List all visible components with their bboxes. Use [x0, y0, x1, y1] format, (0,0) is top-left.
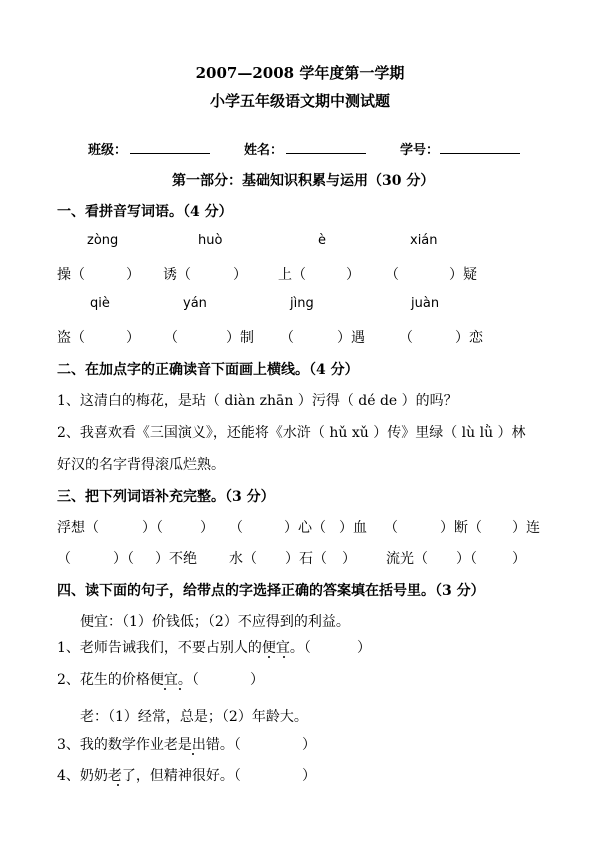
- q3-title: 三、把下列词语补充完整。（3 分）: [57, 489, 275, 505]
- student-id-field[interactable]: [440, 153, 520, 154]
- q3-blank: ）: [512, 551, 526, 567]
- q1-word-prefix: （: [280, 330, 294, 346]
- q3-blank: 浮想（: [57, 520, 99, 536]
- q4-definition-pianyi: 便宜：（1）价钱低；（2）不应得到的利益。: [80, 614, 350, 630]
- q4-sentence-2-end: ）: [250, 672, 264, 688]
- emphasis-dot: [179, 688, 181, 690]
- q4-title: 四、读下面的句子，给带点的字选择正确的答案填在括号里。（3 分）: [57, 583, 485, 599]
- emphasis-dot: [117, 784, 119, 786]
- q1-word-prefix: 盗（: [57, 330, 85, 346]
- q3-blank: 水（: [229, 551, 257, 567]
- q1-word-prefix: （: [399, 330, 413, 346]
- q1-pinyin: qiè: [90, 296, 110, 311]
- q1-pinyin: huò: [198, 233, 223, 248]
- q4-sentence-3-end: ）: [302, 737, 316, 753]
- q1-word-suffix: ）制: [226, 330, 254, 346]
- emphasis-dot: [283, 656, 285, 658]
- q1-word-prefix: 上（: [278, 267, 306, 283]
- q3-blank: ）（: [113, 551, 134, 567]
- q3-blank: ）断（: [440, 520, 482, 536]
- q1-word-prefix: （: [164, 330, 178, 346]
- q1-word-prefix: （: [385, 267, 399, 283]
- q1-word-suffix: ）疑: [449, 267, 477, 283]
- q4-sentence-3: 3、我的数学作业老是出错。（: [57, 737, 241, 753]
- q1-word-prefix: 操（: [57, 267, 85, 283]
- name-field[interactable]: [286, 153, 366, 154]
- q3-blank: ）石（: [285, 551, 327, 567]
- q1-word-suffix: ）: [126, 330, 140, 346]
- q1-word-suffix: ）遇: [337, 330, 365, 346]
- emphasis-dot: [164, 688, 166, 690]
- q1-pinyin: yán: [183, 296, 207, 311]
- q1-pinyin: juàn: [411, 296, 440, 311]
- q4-sentence-1-end: ）: [357, 640, 371, 656]
- exam-title-line1: 2007—2008 学年度第一学期: [195, 64, 405, 82]
- q3-blank: ）: [342, 551, 356, 567]
- class-field[interactable]: [130, 153, 210, 154]
- q1-word-suffix: ）: [233, 267, 247, 283]
- q1-word-suffix: ）: [126, 267, 140, 283]
- q3-blank: ）（: [456, 551, 477, 567]
- q1-word-suffix: ）恋: [455, 330, 483, 346]
- q3-blank: （: [229, 520, 243, 536]
- q1-word-suffix: ）: [346, 267, 360, 283]
- q4-sentence-4-end: ）: [302, 768, 316, 784]
- student-id-label: 学号：: [400, 143, 440, 158]
- q3-blank: （: [57, 551, 71, 567]
- q2-item-2-cont: 好汉的名字背得滚瓜烂熟。: [57, 457, 225, 473]
- emphasis-dot: [192, 753, 194, 755]
- q3-blank: 流光（: [386, 551, 428, 567]
- emphasis-dot: [268, 656, 270, 658]
- q3-blank: （: [384, 520, 398, 536]
- q3-blank: ）（: [142, 520, 163, 536]
- name-label: 姓名：: [244, 143, 284, 158]
- q4-sentence-1: 1、老师告诫我们，不要占别人的便宜。（: [57, 640, 311, 656]
- exam-title-line2: 小学五年级语文期中测试题: [209, 92, 390, 110]
- q1-pinyin: zòng: [87, 233, 119, 248]
- class-label: 班级：: [88, 143, 128, 158]
- q3-blank: ）: [200, 520, 214, 536]
- q3-blank: ）不绝: [155, 551, 197, 567]
- q2-title: 二、在加点字的正确读音下面画上横线。（4 分）: [57, 362, 359, 378]
- part1-title: 第一部分：基础知识积累与运用（30 分）: [172, 173, 435, 189]
- q1-pinyin: xián: [410, 233, 438, 248]
- q3-blank: ）血: [339, 520, 367, 536]
- q1-pinyin: è: [318, 233, 326, 248]
- q3-blank: ）连: [512, 520, 540, 536]
- q2-item-2: 2、我喜欢看《三国演义》，还能将《水浒（ hǔ xǔ ）传》里绿（ lù lǜ ）林: [57, 425, 526, 441]
- q4-definition-lao: 老：（1）经常，总是；（2）年龄大。: [80, 709, 308, 725]
- q1-title: 一、看拼音写词语。（4 分）: [57, 204, 233, 220]
- q3-blank: ）心（: [284, 520, 326, 536]
- q2-item-1: 1、这清白的梅花，是玷（ diàn zhān ）污得（ dé de ）的吗？: [57, 393, 458, 409]
- q4-sentence-4: 4、奶奶老了，但精神很好。（: [57, 768, 241, 784]
- q1-word-prefix: 诱（: [163, 267, 191, 283]
- q1-pinyin: jìng: [290, 296, 314, 311]
- q4-sentence-2: 2、花生的价格便宜。（: [57, 672, 199, 688]
